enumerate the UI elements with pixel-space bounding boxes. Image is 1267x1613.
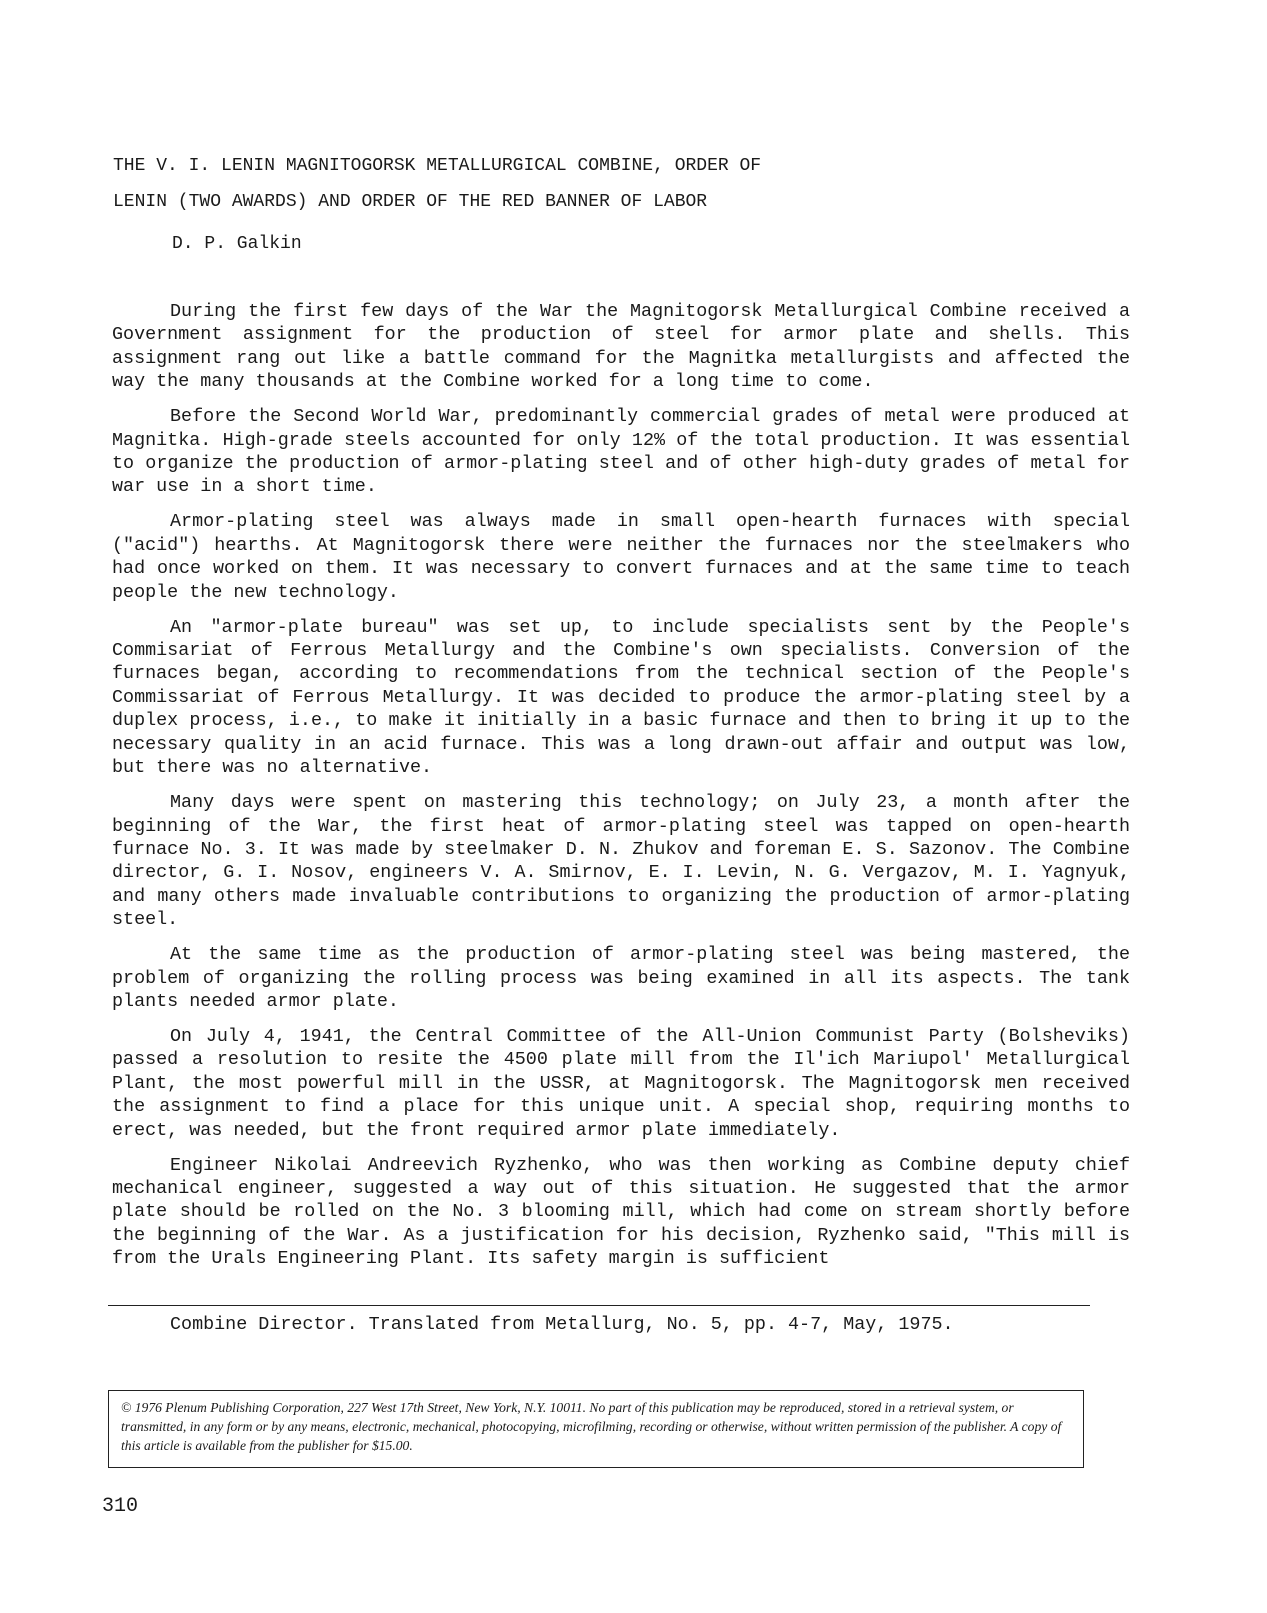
paragraph: Armor-plating steel was always made in small open-hearth furnaces with special ("acid") hearths. At Magnitogorsk there were neither the furnaces nor the steelmakers who had once worked on them. It was necessary to convert furnaces and at the same time to teach people the new technology. [112, 511, 1130, 603]
footnote: Combine Director. Translated from Metallurg, No. 5, pp. 4-7, May, 1975. [170, 1314, 954, 1335]
paragraph: Many days were spent on mastering this technology; on July 23, a month after the beginning of the War, the first heat of armor-plating steel was tapped on open-hearth furnace No. 3. It was made by steelmaker D. N. Zhukov and foreman E. S. Sazonov. The Combine director, G. I. Nosov, engineers V. A. Smirnov, E. I. Levin, N. G. Vergazov, M. I. Yagnyuk, and many others made invaluable contributions to organizing the production of armor-plating steel. [112, 792, 1130, 931]
title-line-1: THE V. I. LENIN MAGNITOGORSK METALLURGICAL COMBINE, ORDER OF [113, 156, 762, 176]
page-number: 310 [102, 1495, 139, 1518]
article-body [112, 300, 1130, 1282]
author-name: D. P. Galkin [172, 234, 302, 254]
copyright-text: © 1976 Plenum Publishing Corporation, 227 West 17th Street, New York, N.Y. 10011. No part of this publication may be reproduced, stored in a retrieval system, or transmitted, in any form or by any means, electronic, mechanical, photocopying, microfilming, recording or otherwise, without written permission of the publisher. A copy of this article is available from the publisher for $15.00. [121, 1400, 1062, 1453]
paragraph: On July 4, 1941, the Central Committee of the All-Union Communist Party (Bolsheviks) passed a resolution to resite the 4500 plate mill from the Il'ich Mariupol' Metallurgical Plant, the most powerful mill in the USSR, at Magnitogorsk. The Magnitogorsk men received the assignment to find a place for this unique unit. A special shop, requiring months to erect, was needed, but the front required armor plate immediately. [112, 1025, 1130, 1141]
paragraph: During the first few days of the War the Magnitogorsk Metallurgical Combine received a Government assignment for the production of steel for armor plate and shells. This assignment rang out like a battle command for the Magnitka metallurgists and affected the way the many thousands at the Combine worked for a long time to come. [112, 301, 1130, 393]
paragraph: Engineer Nikolai Andreevich Ryzhenko, who was then working as Combine deputy chief mechanical engineer, suggested a way out of this situation. He suggested that the armor plate should be rolled on the No. 3 blooming mill, which had come on stream shortly before the beginning of the War. As a justification for his decision, Ryzhenko said, "This mill is from the Urals Engineering Plant. Its safety margin is sufficient [112, 1154, 1130, 1270]
paragraph: At the same time as the production of armor-plating steel was being mastered, the problem of organizing the rolling process was being examined in all its aspects. The tank plants needed armor plate. [112, 944, 1130, 1012]
paragraph: Before the Second World War, predominantly commercial grades of metal were produced at Magnitka. High-grade steels accounted for only 12% of the total production. It was essential to organize the production of armor-plating steel and of other high-duty grades of metal for war use in a short time. [112, 406, 1130, 498]
paragraph: An "armor-plate bureau" was set up, to include specialists sent by the People's Commisariat of Ferrous Metallurgy and the Combine's own specialists. Conversion of the furnaces began, according to recommendations from the technical section of the People's Commissariat of Ferrous Metallurgy. It was decided to produce the armor-plating steel by a duplex process, i.e., to make it initially in a basic furnace and then to bring it up to the necessary quality in an acid furnace. This was a long drawn-out affair and output was low, but there was no alternative. [112, 616, 1130, 779]
title-line-2: LENIN (TWO AWARDS) AND ORDER OF THE RED BANNER OF LABOR [113, 192, 708, 212]
footnote-divider [108, 1305, 1090, 1306]
copyright-box [108, 1390, 1084, 1468]
article-title [113, 148, 1013, 220]
